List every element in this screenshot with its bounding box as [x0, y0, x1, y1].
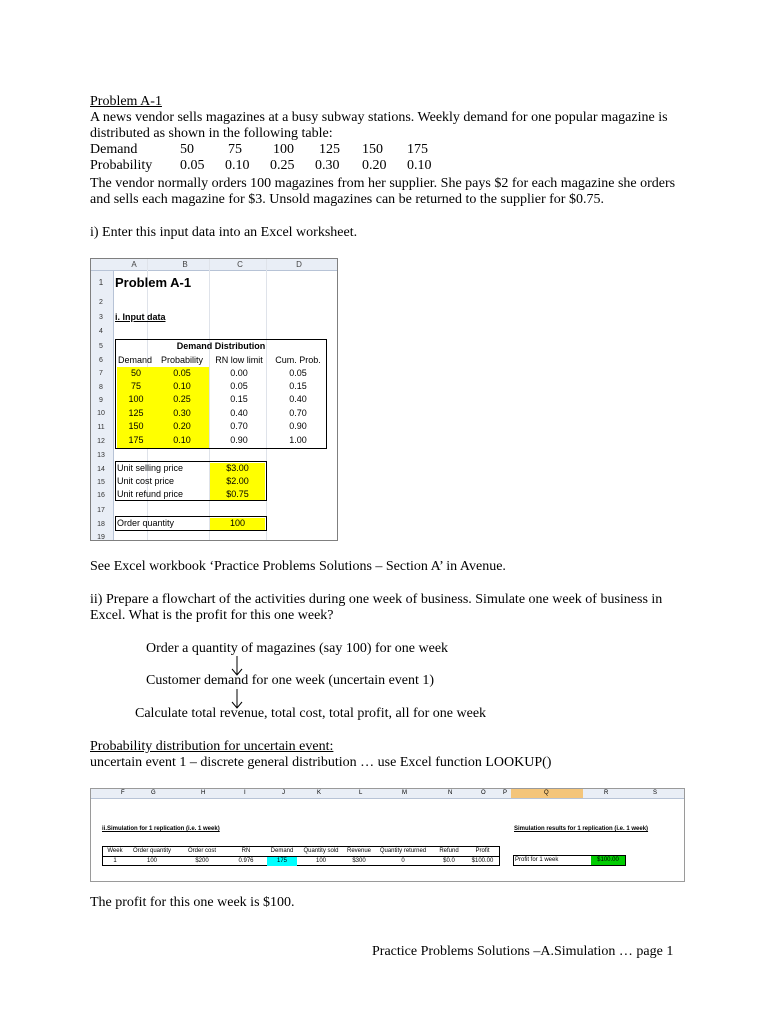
probability-row [90, 158, 650, 174]
order-quantity-value: 100 [229, 518, 246, 528]
column-header: N [448, 790, 453, 796]
table-header: RN low limit [215, 355, 263, 365]
table-header: RN [241, 848, 251, 854]
column-header: I [244, 790, 246, 796]
table-cell: $200 [195, 858, 209, 864]
table-cell: 0.05 [289, 368, 307, 378]
conclusion-text: The profit for this one week is $100. [90, 895, 295, 910]
table-header: Revenue [346, 848, 372, 854]
row-number: 17 [97, 507, 105, 514]
row-number: 4 [99, 328, 103, 335]
row-number: 10 [97, 410, 105, 417]
column-header: M [402, 790, 407, 796]
row-number: 2 [99, 299, 103, 306]
column-header: R [604, 790, 609, 796]
column-header: B [182, 260, 188, 269]
column-header: D [296, 260, 302, 269]
table-cell: 0.00 [230, 368, 248, 378]
table-cell: 100 [315, 858, 326, 864]
table-cell: 0.40 [230, 408, 248, 418]
probability-value: 0.05 [180, 158, 205, 173]
probability-label: Probability [90, 158, 153, 173]
table-cell: 0.05 [173, 368, 191, 378]
order-quantity-label: Order quantity [117, 518, 175, 528]
row-number: 18 [97, 521, 105, 528]
table-header: Probability [160, 355, 204, 365]
step-1-text: i) Enter this input data into an Excel worksheet. [90, 225, 358, 240]
column-header: L [359, 790, 363, 796]
intro-line-1: A news vendor sells magazines at a busy subway stations. Weekly demand for one popular magazine is [90, 110, 668, 125]
table-header: Week [107, 848, 123, 854]
row-number: 9 [99, 397, 103, 404]
row-number: 11 [97, 424, 105, 431]
row-number: 1 [98, 278, 104, 287]
see-workbook-text: See Excel workbook ‘Practice Problems Solutions – Section A’ in Avenue. [90, 559, 506, 574]
table-cell: 175 [276, 858, 287, 864]
unit-refund-label: Unit refund price [117, 489, 184, 499]
flow-step-3: Calculate total revenue, total cost, total profit, all for one week [135, 706, 487, 721]
unit-cost-label: Unit cost price [117, 476, 175, 486]
step-2-line-1: ii) Prepare a flowchart of the activities during one week of business. Simulate one week of business in [90, 592, 663, 607]
table-cell: 75 [130, 381, 141, 391]
table-cell: 0.30 [173, 408, 191, 418]
demand-value: 150 [362, 142, 383, 157]
table-header: Cum. Prob. [275, 355, 321, 365]
table-cell: 0.40 [289, 394, 307, 404]
demand-value: 125 [319, 142, 340, 157]
row-number: 19 [97, 534, 105, 541]
table-header: Demand [117, 355, 153, 365]
demand-label: Demand [90, 142, 138, 157]
probability-value: 0.10 [225, 158, 250, 173]
prob-dist-heading: Probability distribution for uncertain event: [90, 739, 334, 754]
table-cell: 0.70 [289, 408, 307, 418]
table-cell: 0.15 [289, 381, 307, 391]
flow-step-2: Customer demand for one week (uncertain event 1) [146, 673, 435, 688]
table-cell: $300 [352, 858, 366, 864]
row-number: 8 [99, 384, 103, 391]
table-header: Order cost [187, 848, 216, 854]
probability-value: 0.30 [315, 158, 340, 173]
table-cell: 100 [146, 858, 157, 864]
column-header: J [282, 790, 285, 796]
probability-value: 0.25 [270, 158, 295, 173]
table-cell: 0.15 [230, 394, 248, 404]
sheet-title: Problem A-1 [115, 275, 192, 290]
table-cell: 0 [401, 858, 405, 864]
table-cell: 0.90 [230, 435, 248, 445]
column-header: H [201, 790, 206, 796]
table-cell: 0.10 [173, 381, 191, 391]
column-header: K [317, 790, 322, 796]
table-header: Quantity returned [379, 848, 427, 854]
excel-simulation-sheet [90, 788, 685, 882]
table-cell: 0.10 [173, 435, 191, 445]
paragraph-line-2: and sells each magazine for $3. Unsold magazines can be returned to the supplier for $0.75. [90, 192, 604, 207]
table-header: Demand [270, 848, 294, 854]
table-cell: 0.976 [238, 858, 254, 864]
table-cell: 100 [128, 394, 144, 404]
table-cell: 0.25 [173, 394, 191, 404]
table-title: Demand Distribution [176, 341, 266, 351]
table-cell: 175 [128, 435, 144, 445]
table-cell: 50 [130, 368, 141, 378]
column-header: A [131, 260, 137, 269]
table-header: Order quantity [132, 848, 172, 854]
row-number: 12 [97, 438, 105, 445]
demand-value: 75 [228, 142, 242, 157]
column-header: Q [544, 790, 549, 796]
demand-value: 50 [180, 142, 194, 157]
row-number: 15 [97, 479, 105, 486]
row-number: 13 [97, 452, 105, 459]
column-header: O [481, 790, 486, 796]
column-header: G [151, 790, 156, 796]
column-header: F [121, 790, 125, 796]
column-header: S [653, 790, 658, 796]
demand-value: 100 [273, 142, 294, 157]
profit-label: Profit for 1 week [515, 857, 559, 863]
table-cell: 0.20 [173, 421, 191, 431]
column-header: P [503, 790, 508, 796]
table-cell: 125 [128, 408, 144, 418]
problem-title: Problem A-1 [90, 94, 162, 109]
probability-value: 0.10 [407, 158, 432, 173]
row-number: 7 [99, 370, 103, 377]
prob-dist-line: uncertain event 1 – discrete general distribution … use Excel function LOOKUP() [90, 755, 552, 770]
demand-value: 175 [407, 142, 428, 157]
demand-row [90, 142, 650, 158]
table-cell: 0.90 [289, 421, 307, 431]
row-number: 16 [97, 492, 105, 499]
table-cell: 1.00 [289, 435, 307, 445]
table-cell: $0.0 [443, 858, 455, 864]
page-footer: Practice Problems Solutions –A.Simulation … page 1 [372, 944, 674, 959]
row-number: 5 [99, 343, 103, 350]
step-2-line-2: Excel. What is the profit for this one week? [90, 608, 334, 623]
excel-input-sheet [90, 258, 338, 541]
probability-value: 0.20 [362, 158, 387, 173]
table-header: Refund [439, 848, 459, 854]
simulation-heading: ii.Simulation for 1 replication (i.e. 1 week) [102, 826, 220, 832]
unit-refund-value: $0.75 [226, 489, 249, 499]
row-number: 6 [99, 357, 103, 364]
table-cell: 0.70 [230, 421, 248, 431]
table-cell: 0.05 [230, 381, 248, 391]
intro-line-2: distributed as shown in the following table: [90, 126, 333, 141]
results-heading: Simulation results for 1 replication (i.e. 1 week) [514, 826, 649, 832]
table-cell: $100.00 [471, 858, 494, 864]
unit-cost-value: $2.00 [226, 476, 249, 486]
paragraph-line-1: The vendor normally orders 100 magazines from her supplier. She pays $2 for each magazine she orders [90, 176, 676, 191]
profit-value: $100.00 [597, 857, 619, 863]
column-header: C [237, 260, 243, 269]
table-header: Quantity sold [303, 848, 339, 854]
unit-selling-label: Unit selling price [117, 463, 184, 473]
row-number: 3 [99, 314, 103, 321]
table-header: Profit [475, 848, 490, 854]
table-cell: 1 [113, 858, 117, 864]
flow-step-1: Order a quantity of magazines (say 100) for one week [146, 641, 449, 656]
input-data-heading: i. Input data [115, 312, 166, 322]
unit-selling-value: $3.00 [226, 463, 249, 473]
column-header-bar [91, 789, 684, 799]
row-number: 14 [97, 466, 105, 473]
table-cell: 150 [128, 421, 144, 431]
